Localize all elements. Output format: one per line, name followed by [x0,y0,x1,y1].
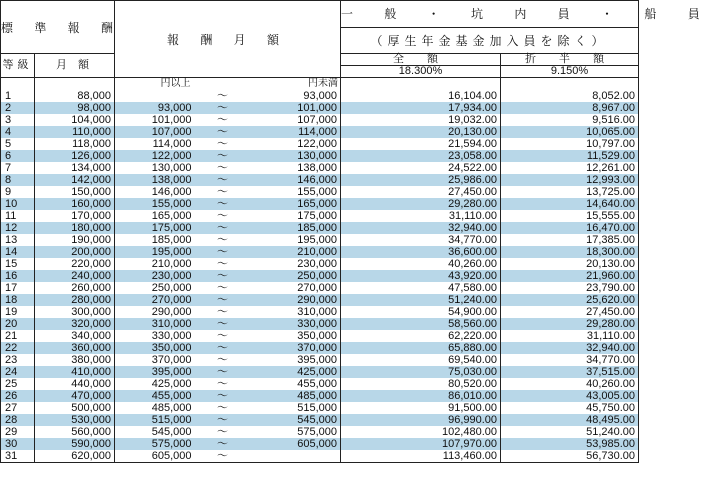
monthly-amount-cell: 190,000 [35,234,115,246]
monthly-amount-cell: 260,000 [35,282,115,294]
standard-remuneration-header: 標 準 報 酬 [1,1,115,54]
monthly-amount-cell: 170,000 [35,210,115,222]
range-from-cell: 330,000 [115,330,195,342]
grade-cell: 27 [1,402,35,414]
table-row [1,450,639,463]
range-from-cell: 122,000 [115,150,195,162]
range-separator: ～ [217,234,229,246]
range-separator: ～ [195,270,251,282]
full-amount-cell: 107,970.00 [341,438,501,450]
monthly-amount-cell: 560,000 [35,426,115,438]
grade-cell: 12 [1,222,35,234]
full-amount-cell: 24,522.00 [341,162,501,174]
full-amount-cell: 32,940.00 [341,222,501,234]
range-separator: ～ [217,426,229,438]
range-from-cell: 175,000 [115,222,195,234]
range-to-cell: 122,000 [251,138,341,150]
full-amount-cell: 29,280.00 [341,198,501,210]
monthly-amount-cell: 470,000 [35,390,115,402]
range-to-cell: 270,000 [251,282,341,294]
full-amount-cell: 58,560.00 [341,318,501,330]
grade-cell: 24 [1,366,35,378]
grade-cell: 6 [1,150,35,162]
grade-cell: 14 [1,246,35,258]
range-to-cell: 425,000 [251,366,341,378]
range-separator: ～ [217,330,229,342]
half-amount-cell: 56,730.00 [501,450,639,463]
table-row [1,222,639,234]
range-to-cell: 230,000 [251,258,341,270]
grade-cell: 25 [1,378,35,390]
monthly-amount-cell: 240,000 [35,270,115,282]
range-to-cell: 250,000 [251,270,341,282]
full-amount-cell: 91,500.00 [341,402,501,414]
grade-cell: 3 [1,114,35,126]
unit-row [1,78,639,91]
table-row [1,342,639,354]
table-row [1,114,639,126]
monthly-amount-cell: 160,000 [35,198,115,210]
range-from-cell: 146,000 [115,186,195,198]
monthly-amount-cell: 104,000 [35,114,115,126]
range-from-cell: 290,000 [115,306,195,318]
table-row [1,354,639,366]
range-separator: ～ [195,222,251,234]
range-to-cell: 515,000 [251,402,341,414]
grade-cell: 23 [1,354,35,366]
range-separator: ～ [217,402,229,414]
range-separator: ～ [217,378,229,390]
range-from-cell: 270,000 [115,294,195,306]
half-amount-cell: 48,495.00 [501,414,639,426]
range-to-cell: 185,000 [251,222,341,234]
monthly-amount-cell: 380,000 [35,354,115,366]
full-amount-cell: 36,600.00 [341,246,501,258]
range-separator: ～ [217,354,229,366]
monthly-amount-cell: 620,000 [35,450,115,463]
range-separator: ～ [195,198,251,210]
monthly-amount-cell: 98,000 [35,102,115,114]
half-amount-cell: 9,516.00 [501,114,639,126]
range-separator: ～ [217,306,229,318]
grade-cell: 19 [1,306,35,318]
range-separator: ～ [195,102,251,114]
monthly-amount-cell: 360,000 [35,342,115,354]
half-amount-cell: 27,450.00 [501,306,639,318]
table-row [1,402,639,414]
grade-cell: 2 [1,102,35,114]
table-row [1,306,639,318]
full-amount-cell: 47,580.00 [341,282,501,294]
table-row [1,90,639,102]
half-amount-cell: 29,280.00 [501,318,639,330]
category-header: 一 般 ・ 坑 内 員 ・ 船 員 [341,1,639,28]
monthly-amount-cell: 200,000 [35,246,115,258]
range-from-cell: 155,000 [115,198,195,210]
monthly-amount-cell: 126,000 [35,150,115,162]
table-row [1,246,639,258]
grade-cell: 13 [1,234,35,246]
range-from-cell: 515,000 [115,414,195,426]
range-to-cell: 330,000 [251,318,341,330]
half-amount-cell: 17,385.00 [501,234,639,246]
category-subheader: （厚生年金基金加入員を除く） [341,27,639,54]
range-to-cell: 165,000 [251,198,341,210]
monthly-amount-cell: 118,000 [35,138,115,150]
full-amount-cell: 19,032.00 [341,114,501,126]
range-separator: ～ [217,114,229,126]
range-to-cell: 395,000 [251,354,341,366]
half-amount-cell: 21,960.00 [501,270,639,282]
table-row [1,270,639,282]
range-to-cell [251,450,341,463]
range-from-cell: 114,000 [115,138,195,150]
full-amount-cell: 69,540.00 [341,354,501,366]
range-to-cell: 290,000 [251,294,341,306]
half-amount-cell: 16,470.00 [501,222,639,234]
full-amount-cell: 80,520.00 [341,378,501,390]
grade-cell: 10 [1,198,35,210]
table-row [1,126,639,138]
range-from-cell: 130,000 [115,162,195,174]
range-to-cell: 210,000 [251,246,341,258]
grade-cell: 11 [1,210,35,222]
range-to-cell: 195,000 [251,234,341,246]
half-amount-cell: 45,750.00 [501,402,639,414]
monthly-amount-cell: 88,000 [35,90,115,102]
half-amount-cell: 25,620.00 [501,294,639,306]
monthly-amount-cell: 340,000 [35,330,115,342]
range-from-cell: 485,000 [115,402,195,414]
range-to-cell: 114,000 [251,126,341,138]
monthly-amount-cell: 300,000 [35,306,115,318]
table-row [1,318,639,330]
grade-cell: 17 [1,282,35,294]
range-from-cell: 210,000 [115,258,195,270]
full-amount-cell: 17,934.00 [341,102,501,114]
table-row [1,282,639,294]
full-amount-cell: 21,594.00 [341,138,501,150]
half-amount-cell: 8,052.00 [501,90,639,102]
grade-cell: 9 [1,186,35,198]
monthly-amount-cell: 280,000 [35,294,115,306]
range-from-cell: 195,000 [115,246,195,258]
range-separator: ～ [217,138,229,150]
monthly-amount-cell: 150,000 [35,186,115,198]
half-amount-cell: 40,260.00 [501,378,639,390]
range-separator: ～ [195,294,251,306]
range-separator: ～ [217,186,229,198]
range-separator: ～ [195,366,251,378]
range-separator: ～ [195,174,251,186]
half-amount-cell: 37,515.00 [501,366,639,378]
grade-header: 等級 [1,54,35,78]
full-amount-cell: 75,030.00 [341,366,501,378]
monthly-amount-cell: 320,000 [35,318,115,330]
grade-cell: 18 [1,294,35,306]
range-from-cell: 455,000 [115,390,195,402]
range-to-cell: 175,000 [251,210,341,222]
half-amount-cell: 43,005.00 [501,390,639,402]
full-rate: 18.300% [341,66,501,78]
full-amount-cell: 62,220.00 [341,330,501,342]
range-from-cell: 350,000 [115,342,195,354]
full-amount-cell: 25,986.00 [341,174,501,186]
half-amount-header: 折 半 額 [501,54,639,66]
range-from-cell [115,90,195,102]
range-to-cell: 605,000 [251,438,341,450]
full-amount-cell: 34,770.00 [341,234,501,246]
full-amount-cell: 23,058.00 [341,150,501,162]
full-amount-cell: 54,900.00 [341,306,501,318]
half-amount-cell: 8,967.00 [501,102,639,114]
table-row [1,258,639,270]
half-amount-cell: 20,130.00 [501,258,639,270]
range-separator: ～ [195,414,251,426]
range-separator: ～ [195,150,251,162]
half-amount-cell: 34,770.00 [501,354,639,366]
full-amount-cell: 102,480.00 [341,426,501,438]
range-separator: ～ [217,162,229,174]
full-amount-cell: 43,920.00 [341,270,501,282]
half-amount-cell: 12,261.00 [501,162,639,174]
grade-cell: 26 [1,390,35,402]
monthly-amount-cell: 110,000 [35,126,115,138]
full-amount-cell: 16,104.00 [341,90,501,102]
range-from-cell: 138,000 [115,174,195,186]
unit-to-label: 円未満 [251,78,341,91]
monthly-amount-header: 月 額 [35,54,115,78]
monthly-amount-cell: 142,000 [35,174,115,186]
half-amount-cell: 11,529.00 [501,150,639,162]
monthly-amount-cell: 530,000 [35,414,115,426]
range-from-cell: 93,000 [115,102,195,114]
range-separator: ～ [195,318,251,330]
range-separator: ～ [195,438,251,450]
full-amount-cell: 31,110.00 [341,210,501,222]
range-separator: ～ [195,246,251,258]
grade-cell: 5 [1,138,35,150]
range-to-cell: 485,000 [251,390,341,402]
table-row [1,366,639,378]
full-amount-cell: 65,880.00 [341,342,501,354]
grade-cell: 15 [1,258,35,270]
monthly-amount-cell: 500,000 [35,402,115,414]
range-to-cell: 130,000 [251,150,341,162]
table-row [1,330,639,342]
range-separator: ～ [217,282,229,294]
table-row [1,138,639,150]
range-from-cell: 101,000 [115,114,195,126]
range-separator: ～ [195,450,251,463]
half-amount-cell: 31,110.00 [501,330,639,342]
range-from-cell: 230,000 [115,270,195,282]
table-row [1,102,639,114]
half-amount-cell: 32,940.00 [501,342,639,354]
range-separator: ～ [217,258,229,270]
range-to-cell: 310,000 [251,306,341,318]
table-row [1,438,639,450]
monthly-amount-cell: 440,000 [35,378,115,390]
range-separator: ～ [195,126,251,138]
full-amount-cell: 20,130.00 [341,126,501,138]
table-row [1,186,639,198]
monthly-amount-cell: 180,000 [35,222,115,234]
monthly-amount-cell: 410,000 [35,366,115,378]
range-from-cell: 425,000 [115,378,195,390]
full-amount-cell: 96,990.00 [341,414,501,426]
range-from-cell: 545,000 [115,426,195,438]
range-separator: ～ [195,342,251,354]
table-row [1,294,639,306]
range-to-cell: 545,000 [251,414,341,426]
range-to-cell: 455,000 [251,378,341,390]
monthly-amount-cell: 590,000 [35,438,115,450]
range-to-cell: 146,000 [251,174,341,186]
half-amount-cell: 14,640.00 [501,198,639,210]
range-from-cell: 395,000 [115,366,195,378]
grade-cell: 30 [1,438,35,450]
table-row [1,234,639,246]
grade-cell: 28 [1,414,35,426]
grade-cell: 21 [1,330,35,342]
half-amount-cell: 13,725.00 [501,186,639,198]
range-from-cell: 250,000 [115,282,195,294]
full-amount-cell: 27,450.00 [341,186,501,198]
table-row [1,414,639,426]
full-amount-header: 全 額 [341,54,501,66]
range-to-cell: 350,000 [251,330,341,342]
half-amount-cell: 53,985.00 [501,438,639,450]
range-separator: ～ [217,90,229,102]
grade-cell: 7 [1,162,35,174]
table-row [1,198,639,210]
half-rate: 9.150% [501,66,639,78]
table-row [1,162,639,174]
half-amount-cell: 15,555.00 [501,210,639,222]
half-amount-cell: 12,993.00 [501,174,639,186]
grade-cell: 1 [1,90,35,102]
range-from-cell: 165,000 [115,210,195,222]
range-separator: ～ [195,390,251,402]
full-amount-cell: 51,240.00 [341,294,501,306]
half-amount-cell: 18,300.00 [501,246,639,258]
monthly-amount-cell: 220,000 [35,258,115,270]
range-to-cell: 101,000 [251,102,341,114]
grade-cell: 29 [1,426,35,438]
grade-cell: 8 [1,174,35,186]
table-row [1,378,639,390]
grade-cell: 22 [1,342,35,354]
full-amount-cell: 86,010.00 [341,390,501,402]
range-to-cell: 93,000 [251,90,341,102]
half-amount-cell: 23,790.00 [501,282,639,294]
half-amount-cell: 10,797.00 [501,138,639,150]
range-from-cell: 310,000 [115,318,195,330]
range-from-cell: 575,000 [115,438,195,450]
remuneration-range-header: 報 酬 月 額 [115,1,341,78]
range-from-cell: 185,000 [115,234,195,246]
table-row [1,150,639,162]
range-from-cell: 605,000 [115,450,195,463]
monthly-amount-cell: 134,000 [35,162,115,174]
range-from-cell: 107,000 [115,126,195,138]
table-row [1,210,639,222]
range-to-cell: 370,000 [251,342,341,354]
range-to-cell: 107,000 [251,114,341,126]
full-amount-cell: 40,260.00 [341,258,501,270]
range-to-cell: 138,000 [251,162,341,174]
grade-cell: 16 [1,270,35,282]
half-amount-cell: 10,065.00 [501,126,639,138]
table-row [1,390,639,402]
grade-cell: 4 [1,126,35,138]
grade-cell: 20 [1,318,35,330]
half-amount-cell: 51,240.00 [501,426,639,438]
full-amount-cell: 113,460.00 [341,450,501,463]
table-row [1,174,639,186]
range-from-cell: 370,000 [115,354,195,366]
grade-cell: 31 [1,450,35,463]
range-separator: ～ [217,210,229,222]
range-to-cell: 575,000 [251,426,341,438]
range-to-cell: 155,000 [251,186,341,198]
table-row [1,426,639,438]
unit-from-label: 円以上 [115,78,195,91]
